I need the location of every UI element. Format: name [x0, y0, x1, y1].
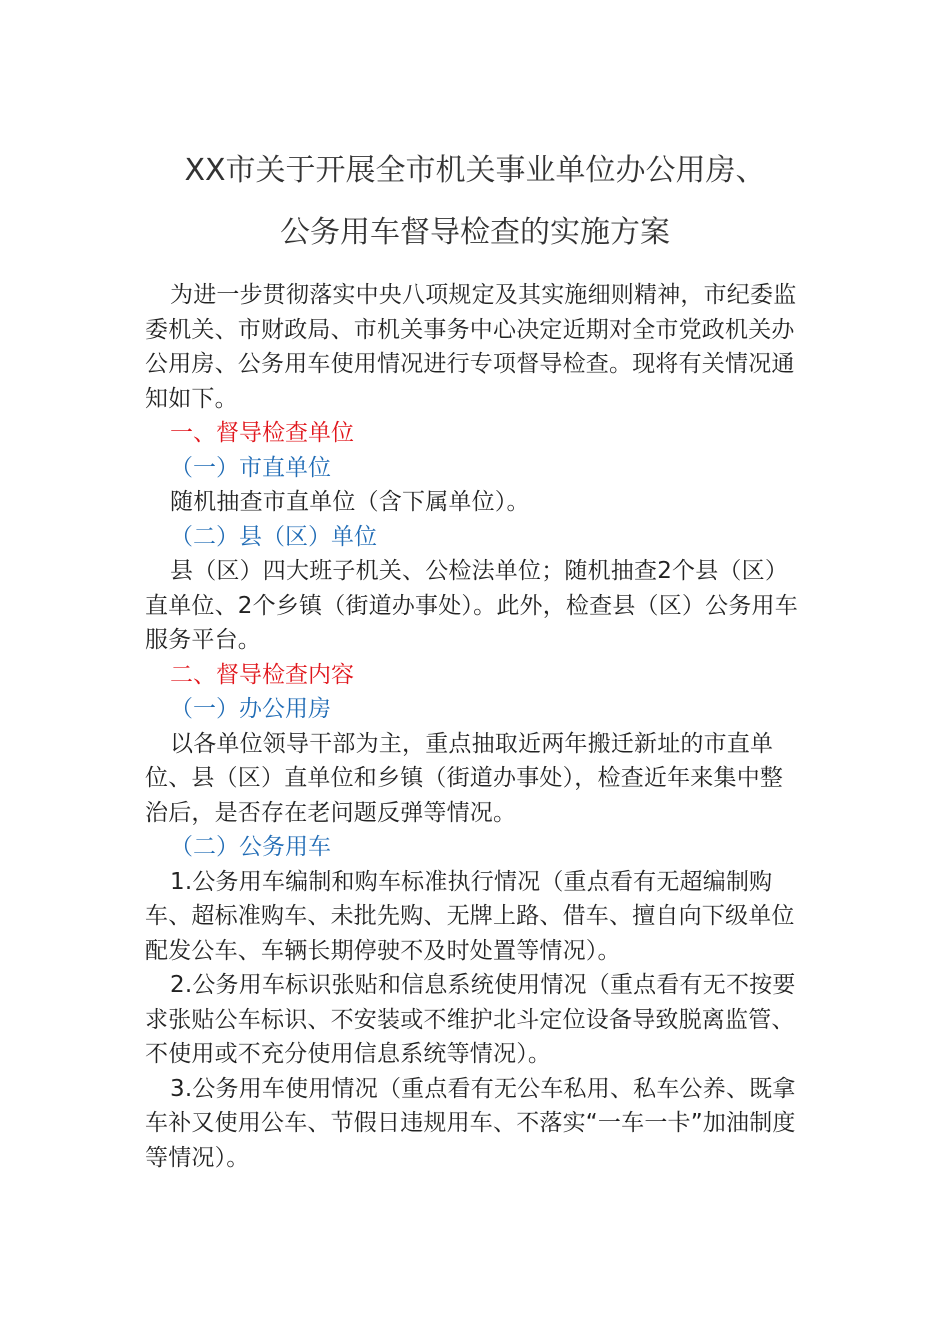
section-2-sub-1-text: 以各单位领导干部为主，重点抽取近两年搬迁新址的市直单位、县（区）直单位和乡镇（街道办事处），检查近年来集中整治后，是否存在老问题反弹等情况。	[145, 730, 784, 826]
document-title	[115, 140, 835, 264]
section-1-sub-1-heading: （一）市直单位	[170, 454, 331, 481]
section-2-sub-2-heading: （二）公务用车	[170, 834, 331, 860]
section-2-item-2: 2.公务用车标识张贴和信息系统使用情况（重点看有无不按要求张贴公车标识、不安装或不维护北斗定位设备导致脱离监管、不使用或不充分使用信息系统等情况）。	[145, 972, 796, 1067]
section-2-item-1: 1.公务用车编制和购车标准执行情况（重点看有无超编制购车、超标准购车、未批先购、无牌上路、借车、擅自向下级单位配发公车、车辆长期停驶不及时处置等情况）。	[145, 868, 795, 964]
section-1-sub-2-text: 县（区）四大班子机关、公检法单位；随机抽查2个县（区）直单位、2个乡镇（街道办事处）。此外，检查县（区）公务用车服务平台。	[145, 558, 798, 653]
section-2-heading: 二、督导检查内容	[170, 661, 354, 688]
intro-paragraph: 为进一步贯彻落实中央八项规定及其实施细则精神，市纪委监委机关、市财政局、市机关事务中心决定近期对全市党政机关办公用房、公务用车使用情况进行专项督导检查。现将有关情况通知如下。	[145, 282, 797, 412]
document-page	[145, 140, 805, 1175]
title-line-2: 公务用车督导检查的实施方案	[280, 215, 670, 250]
section-2-item-3: 3.公务用车使用情况（重点看有无公车私用、私车公养、既拿车补又使用公车、节假日违规用车、不落实“一车一卡”加油制度等情况）。	[145, 1075, 796, 1171]
section-2-sub-1-heading: （一）办公用房	[170, 696, 331, 722]
section-1-sub-2-heading: （二）县（区）单位	[170, 523, 377, 550]
section-1-sub-1-text: 随机抽查市直单位（含下属单位）。	[170, 489, 530, 515]
title-line-1: XX市关于开展全市机关事业单位办公用房、	[184, 153, 766, 188]
section-1-heading: 一、督导检查单位	[170, 420, 354, 446]
